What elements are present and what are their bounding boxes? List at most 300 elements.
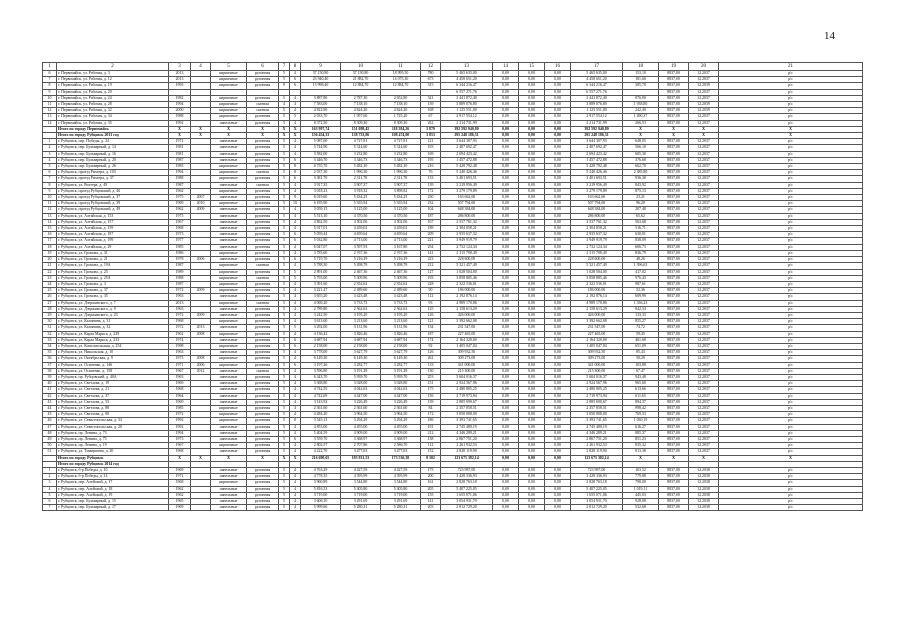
table-cell: панельные	[211, 182, 247, 188]
table-cell: 134	[421, 325, 441, 331]
table-cell: 0,00	[545, 195, 571, 201]
table-cell: 6 019,60	[301, 195, 341, 201]
table-cell: Х	[659, 126, 689, 132]
table-cell: 8837,00	[659, 350, 689, 356]
table-cell: рулонная	[247, 474, 279, 480]
table-cell: 8837,00	[659, 89, 689, 95]
table-cell: 0,00	[519, 468, 545, 474]
table-cell: 187	[421, 213, 441, 219]
table-cell: 566,10	[623, 145, 659, 151]
table-cell: 8837,00	[659, 356, 689, 362]
table-cell: кирпичные	[211, 281, 247, 287]
table-cell: р/с	[719, 480, 863, 486]
table-cell: 5	[279, 418, 290, 424]
table-cell: р/с	[719, 219, 863, 225]
table-cell: 723 987,00	[441, 468, 493, 474]
table-cell: 8837,00	[659, 139, 689, 145]
table-cell: рулонная	[247, 486, 279, 492]
column-number: 12	[421, 63, 441, 71]
table-cell: 1 405 047,04	[441, 343, 493, 349]
table-cell: панельные	[211, 213, 247, 219]
table-cell: кирпичные	[211, 95, 247, 101]
address-cell: г. Рубцовск, пер. Алейский, д. 17	[57, 480, 169, 486]
address-cell: г. Рубцовск, ул. Осипенко, д. 146	[57, 362, 169, 368]
table-cell: 936,30	[623, 176, 659, 182]
table-cell: 123 675 382,14	[571, 455, 623, 461]
table-cell: 8837,00	[659, 499, 689, 505]
table-cell: 4	[290, 412, 301, 418]
table-cell: 6 557 271,76	[441, 89, 493, 95]
table-cell: 266,53	[623, 120, 659, 126]
table-cell: 461,68	[623, 337, 659, 343]
table-cell: 0,00	[519, 399, 545, 405]
table-cell: 151	[421, 381, 441, 387]
table-cell: панельные	[211, 381, 247, 387]
table-cell: 0,00	[519, 89, 545, 95]
table-cell: 606,73	[623, 244, 659, 250]
table-cell: 0,00	[545, 201, 571, 207]
table-cell: 1969	[169, 201, 191, 207]
table-cell: 8837,00	[659, 102, 689, 108]
table-cell: панельные	[211, 145, 247, 151]
table-cell: 4 687,94	[301, 337, 341, 343]
table-cell: 4	[290, 486, 301, 492]
address-cell: г. Рубцовск, пер. Алейский, д. 19	[57, 492, 169, 498]
table-cell: 5	[279, 145, 290, 151]
address-cell: Итого по городу Рубцовск	[57, 455, 169, 461]
table-cell: 5 719,70	[301, 257, 341, 263]
table-cell: 5	[279, 114, 290, 120]
table-cell: 3 559,70	[301, 436, 341, 442]
table-cell: 0,00	[545, 226, 571, 232]
table-cell: 3 446,70	[301, 157, 341, 163]
table-cell: 295 248 186,31	[441, 133, 493, 139]
table-cell: 0,00	[545, 145, 571, 151]
table-cell: 613,66	[623, 387, 659, 393]
table-cell: 242,40	[623, 108, 659, 114]
table-cell: 5	[279, 474, 290, 480]
address-cell: г. Рубцовск, ул. Громова, д. 35	[57, 294, 169, 300]
table-cell: скатная	[247, 102, 279, 108]
table-cell: 5 604 016,37	[571, 374, 623, 380]
address-cell: г. Рубцовск, ул. Калинина, д. 32	[57, 325, 169, 331]
table-cell: 12.2037	[689, 275, 719, 281]
address-cell: г. Рубцовск, ул. Дзержинского, д. 9	[57, 306, 169, 312]
table-cell: 28	[43, 306, 57, 312]
table-cell: 0,00	[493, 350, 519, 356]
table-cell: 8837,00	[659, 319, 689, 325]
table-cell: 3 197,26	[301, 362, 341, 368]
table-cell: 4 458 651,20	[441, 77, 493, 83]
table-cell: 723 987,00	[571, 468, 623, 474]
table-cell: 6	[290, 77, 301, 83]
table-cell: 0,00	[493, 238, 519, 244]
table-cell: 49	[43, 436, 57, 442]
table-cell: 3 627,79	[341, 350, 381, 356]
table-cell: 2 917 554,12	[441, 114, 493, 120]
table-cell: 13	[43, 213, 57, 219]
table-cell: 1974	[169, 337, 191, 343]
table-cell: 2 867 751,20	[571, 436, 623, 442]
table-cell: 2	[43, 145, 57, 151]
table-cell: р/с	[719, 176, 863, 182]
table-cell: 0,00	[519, 120, 545, 126]
table-cell: рулонная	[247, 139, 279, 145]
table-cell: 1965	[169, 499, 191, 505]
table-cell: 8837,00	[659, 114, 689, 120]
table-cell: 4 136,42	[301, 331, 341, 337]
table-cell: 6	[43, 499, 57, 505]
table-cell: 0,00	[493, 387, 519, 393]
table-cell: 2 732 124,34	[571, 244, 623, 250]
table-cell: 4	[290, 213, 301, 219]
table-cell: рулонная	[247, 176, 279, 182]
table-cell: 8837,00	[659, 151, 689, 157]
table-cell: 4 370,50	[381, 213, 421, 219]
table-cell: скатная	[247, 170, 279, 176]
table-cell: панельные	[211, 325, 247, 331]
table-cell: 4 742,55	[301, 387, 341, 393]
table-cell: 4	[290, 393, 301, 399]
table-cell: рулонная	[247, 393, 279, 399]
table-cell: р/с	[719, 374, 863, 380]
table-cell: 0,00	[519, 424, 545, 430]
table-cell: р/с	[719, 405, 863, 411]
table-cell: 3 221,47	[301, 288, 341, 294]
table-cell: 18	[43, 244, 57, 250]
table-cell: 30	[43, 319, 57, 325]
address-cell: г. Рубцовск, ул. Никольская, д. 10	[57, 350, 169, 356]
table-cell: 0,00	[545, 176, 571, 182]
address-cell: Итого по городу Первомайск	[57, 126, 169, 132]
table-cell: 8837,00	[659, 95, 689, 101]
table-cell: 4	[43, 157, 57, 163]
table-cell: 2 352,62	[341, 281, 381, 287]
table-cell: рулонная	[247, 424, 279, 430]
table-cell: 2 489,60	[341, 288, 381, 294]
table-cell: 12.2037	[689, 412, 719, 418]
table-cell: 2 407 692,47	[441, 145, 493, 151]
table-cell: 507 794,60	[571, 201, 623, 207]
table-cell: 32	[43, 331, 57, 337]
table-cell: 3 368,97	[341, 436, 381, 442]
table-cell: 205	[421, 486, 441, 492]
table-cell: 2 767,36	[381, 250, 421, 256]
table-cell: 0,00	[519, 257, 545, 263]
table-cell: 0,00	[519, 275, 545, 281]
table-cell: 3 613,60	[301, 319, 341, 325]
table-cell: 0,00	[519, 77, 545, 83]
address-cell: г. Рубцовск, проезд Рихтера, д. 103	[57, 170, 169, 176]
table-cell: 10	[290, 201, 301, 207]
table-cell: 630,01	[623, 232, 659, 238]
table-cell: 20	[43, 257, 57, 263]
table-cell: 3 783,60	[301, 250, 341, 256]
table-cell: 3 219 956,49	[571, 182, 623, 188]
table-cell: 0,00	[519, 300, 545, 306]
table-cell: 8837,00	[659, 405, 689, 411]
table-cell: 6 343,70	[301, 374, 341, 380]
table-cell: 3 294,29	[381, 418, 421, 424]
table-cell: 8	[290, 170, 301, 176]
table-cell: 8837,00	[659, 182, 689, 188]
table-cell: 0,00	[519, 102, 545, 108]
table-cell: Х	[191, 455, 211, 461]
table-cell: 34	[43, 343, 57, 349]
table-cell: 2 407 692,47	[571, 145, 623, 151]
table-cell: 2 357 858,51	[441, 405, 493, 411]
table-cell: 4 427,59	[381, 468, 421, 474]
table-cell: 1 396,63	[623, 263, 659, 269]
table-cell: 798,00	[623, 480, 659, 486]
table-cell: 12.2037	[689, 164, 719, 170]
table-cell: 4 659,64	[381, 232, 421, 238]
table-cell: 0,00	[545, 356, 571, 362]
table-cell: рулонная	[247, 164, 279, 170]
table-cell: 163 662,60	[571, 195, 623, 201]
table-cell: 7 583,00	[301, 102, 341, 108]
table-cell: 5	[279, 120, 290, 126]
table-cell: 5	[279, 244, 290, 250]
table-cell: 3 949 919,79	[571, 238, 623, 244]
table-cell: 3 125,00	[381, 207, 421, 213]
table-cell: рулонная	[247, 312, 279, 318]
table-cell: 1 019,11	[623, 486, 659, 492]
table-cell: 4 502,06	[341, 219, 381, 225]
table-cell: кирпичные	[211, 418, 247, 424]
table-cell: 0,00	[493, 226, 519, 232]
table-cell: 0,00	[519, 182, 545, 188]
table-cell: 2 352,62	[381, 281, 421, 287]
table-cell: 4	[290, 505, 301, 511]
table-cell: 3 917,35	[301, 182, 341, 188]
table-cell: кирпичные	[211, 356, 247, 362]
table-cell: 3 907,37	[381, 182, 421, 188]
table-cell: 3 949 919,79	[441, 238, 493, 244]
table-cell: 6 149,30	[381, 356, 421, 362]
table-cell: 1962	[169, 188, 191, 194]
table-cell: 12.2037	[689, 145, 719, 151]
table-cell: 0,00	[545, 381, 571, 387]
table-cell: 286 800,00	[571, 213, 623, 219]
table-cell: 5	[290, 325, 301, 331]
table-cell: 1993	[169, 83, 191, 89]
table-cell: панельные	[211, 244, 247, 250]
table-cell: 5 404,59	[301, 430, 341, 436]
table-cell: 231 547,00	[571, 325, 623, 331]
table-cell: 74,72	[623, 325, 659, 331]
table-cell: 0,00	[519, 207, 545, 213]
table-cell: 5	[279, 157, 290, 163]
table-cell: 5	[279, 71, 290, 77]
table-cell: 3 428 336,93	[571, 474, 623, 480]
table-cell: 0,00	[493, 418, 519, 424]
table-cell: 0,00	[519, 238, 545, 244]
table-cell: 139	[421, 182, 441, 188]
table-cell: Х	[689, 455, 719, 461]
table-cell: 1968	[169, 387, 191, 393]
table-cell: 2 924 567,96	[571, 381, 623, 387]
table-cell: 1972	[169, 325, 191, 331]
table-cell: 1 030,19	[623, 418, 659, 424]
table-cell: р/с	[719, 170, 863, 176]
table-cell: 3 291,69	[381, 499, 421, 505]
table-cell: 0,00	[493, 393, 519, 399]
table-cell: 1978	[169, 257, 191, 263]
table-cell: 4 909,00	[341, 430, 381, 436]
table-cell: 6 149,30	[341, 356, 381, 362]
table-cell: 3	[43, 151, 57, 157]
address-cell: г. Рубцовск, ул. Громова, д. 37	[57, 288, 169, 294]
table-cell: 928,08	[623, 499, 659, 505]
table-cell: 2 192 876,14	[571, 294, 623, 300]
table-cell: 1962	[169, 492, 191, 498]
table-cell: 2 586,70	[381, 443, 421, 449]
table-cell: кирпичные	[211, 176, 247, 182]
address-cell: г. Рубцовск, проезд Рубцовский, д. 39	[57, 201, 169, 207]
table-cell: 2008	[191, 331, 211, 337]
table-cell: Х	[659, 455, 689, 461]
address-cell: г. Рубцовск, ул. Комсомольская, д. 254	[57, 343, 169, 349]
table-cell: 4	[290, 449, 301, 455]
address-cell: Итого по городу Рубцовск 2013 год	[57, 133, 169, 139]
address-cell: г. Первомайск, ул. Рабочая, д. 35	[57, 120, 169, 126]
table-cell: 5	[279, 505, 290, 511]
table-cell: 3 143,92	[301, 399, 341, 405]
table-cell: 4	[290, 374, 301, 380]
table-cell: 0,00	[493, 102, 519, 108]
table-cell: 6	[43, 170, 57, 176]
table-cell: 0,00	[545, 474, 571, 480]
table-cell: 3 428 336,93	[441, 474, 493, 480]
table-cell: 195	[421, 157, 441, 163]
address-cell: г. Рубцовск, пр. Ленина, д. 73	[57, 430, 169, 436]
table-cell: 12.2037	[689, 418, 719, 424]
table-cell: 5	[279, 294, 290, 300]
table-cell: 0,00	[545, 294, 571, 300]
table-cell: 3 368,97	[381, 436, 421, 442]
table-cell: 976,43	[623, 275, 659, 281]
table-cell: р/с	[719, 505, 863, 511]
table-cell: 2013	[169, 300, 191, 306]
table-cell: 2 357 858,51	[571, 405, 623, 411]
table-cell: р/с	[719, 151, 863, 157]
table-cell: 2 924 567,96	[441, 381, 493, 387]
table-cell: 0,00	[545, 350, 571, 356]
table-cell: 8837,00	[659, 226, 689, 232]
table-cell: 4 447,00	[381, 393, 421, 399]
address-cell: г. Рубцовск, ул. Севастопольская, д. 33	[57, 418, 169, 424]
table-cell: 1985	[169, 405, 191, 411]
table-cell: 0,00	[545, 387, 571, 393]
table-cell: 8837,00	[659, 275, 689, 281]
table-cell: 12.2037	[689, 300, 719, 306]
table-cell: 0,00	[545, 505, 571, 511]
table-cell: 8837,00	[659, 337, 689, 343]
table-cell: 5	[279, 263, 290, 269]
table-cell: 0,00	[545, 275, 571, 281]
table-cell: 0,00	[493, 381, 519, 387]
table-cell: 0,00	[545, 405, 571, 411]
table-cell: 0,00	[519, 480, 545, 486]
table-cell: 6	[290, 257, 301, 263]
table-cell: 121	[421, 319, 441, 325]
table-cell: 76	[421, 170, 441, 176]
table-cell: панельные	[211, 139, 247, 145]
table-cell: 4	[290, 430, 301, 436]
address-cell: г. Рубцовск, ул. Светлова, д. 21	[57, 387, 169, 393]
table-cell: 0,00	[519, 455, 545, 461]
column-number: 14	[493, 63, 519, 71]
table-cell: 2 707,86	[341, 443, 381, 449]
table-cell: 1 028 504,00	[441, 269, 493, 275]
table-cell: кирпичные	[211, 362, 247, 368]
table-cell: 261	[421, 120, 441, 126]
table-cell: 376,68	[623, 157, 659, 163]
table-cell: 90	[421, 288, 441, 294]
column-number: 16	[545, 63, 571, 71]
table-cell: 46	[43, 418, 57, 424]
table-cell: панельные	[211, 219, 247, 225]
table-cell: 8837,00	[659, 492, 689, 498]
table-cell: 5	[290, 275, 301, 281]
table-cell: 2 311,70	[341, 176, 381, 182]
table-cell: 3 858 885,46	[571, 275, 623, 281]
table-cell: панельные	[211, 337, 247, 343]
table-cell: 121	[421, 139, 441, 145]
table-cell: 3 597,93	[341, 244, 381, 250]
table-cell: 1982	[169, 95, 191, 101]
table-cell: 4 346 289,21	[441, 430, 493, 436]
table-cell: 5	[279, 195, 290, 201]
table-cell: 227 465,00	[571, 331, 623, 337]
table-cell: 155	[421, 492, 441, 498]
table-cell: кирпичные	[211, 300, 247, 306]
address-cell: г. Рубцовск, ул. Громова, д. 19А	[57, 263, 169, 269]
table-cell: 0,00	[545, 399, 571, 405]
table-cell: рулонная	[247, 436, 279, 442]
table-cell: 2 164 320,00	[441, 337, 493, 343]
table-cell: 24	[43, 281, 57, 287]
table-cell: 4 395,99	[381, 474, 421, 480]
table-cell: 167	[421, 219, 441, 225]
table-cell: 5	[279, 449, 290, 455]
table-cell: 1 725,20	[381, 114, 421, 120]
table-cell: 1 655 071,06	[441, 492, 493, 498]
table-cell: 3 889 076,80	[571, 102, 623, 108]
table-cell: 133,33	[623, 312, 659, 318]
table-cell: 5	[279, 257, 290, 263]
table-cell: 5 999,66	[301, 505, 341, 511]
table-cell: 10	[43, 95, 57, 101]
table-cell: 0,00	[545, 393, 571, 399]
table-cell: рулонная	[247, 207, 279, 213]
table-cell: 5 059,44	[301, 232, 341, 238]
table-cell: р/с	[719, 412, 863, 418]
address-cell: г. Первомайск, ул. Рабочая, д. 20	[57, 89, 169, 95]
table-cell: 215 300,00	[571, 368, 623, 374]
table-cell: 563,68	[623, 219, 659, 225]
table-cell: рулонная	[247, 492, 279, 498]
table-cell: 1967	[169, 219, 191, 225]
table-cell: 1973	[169, 436, 191, 442]
table-cell: 5	[279, 412, 290, 418]
table-cell: 4 624,20	[341, 108, 381, 114]
table-cell: рулонная	[247, 188, 279, 194]
table-cell: 0,00	[545, 164, 571, 170]
table-cell: 37 150,80	[341, 71, 381, 77]
table-cell: 35	[43, 350, 57, 356]
